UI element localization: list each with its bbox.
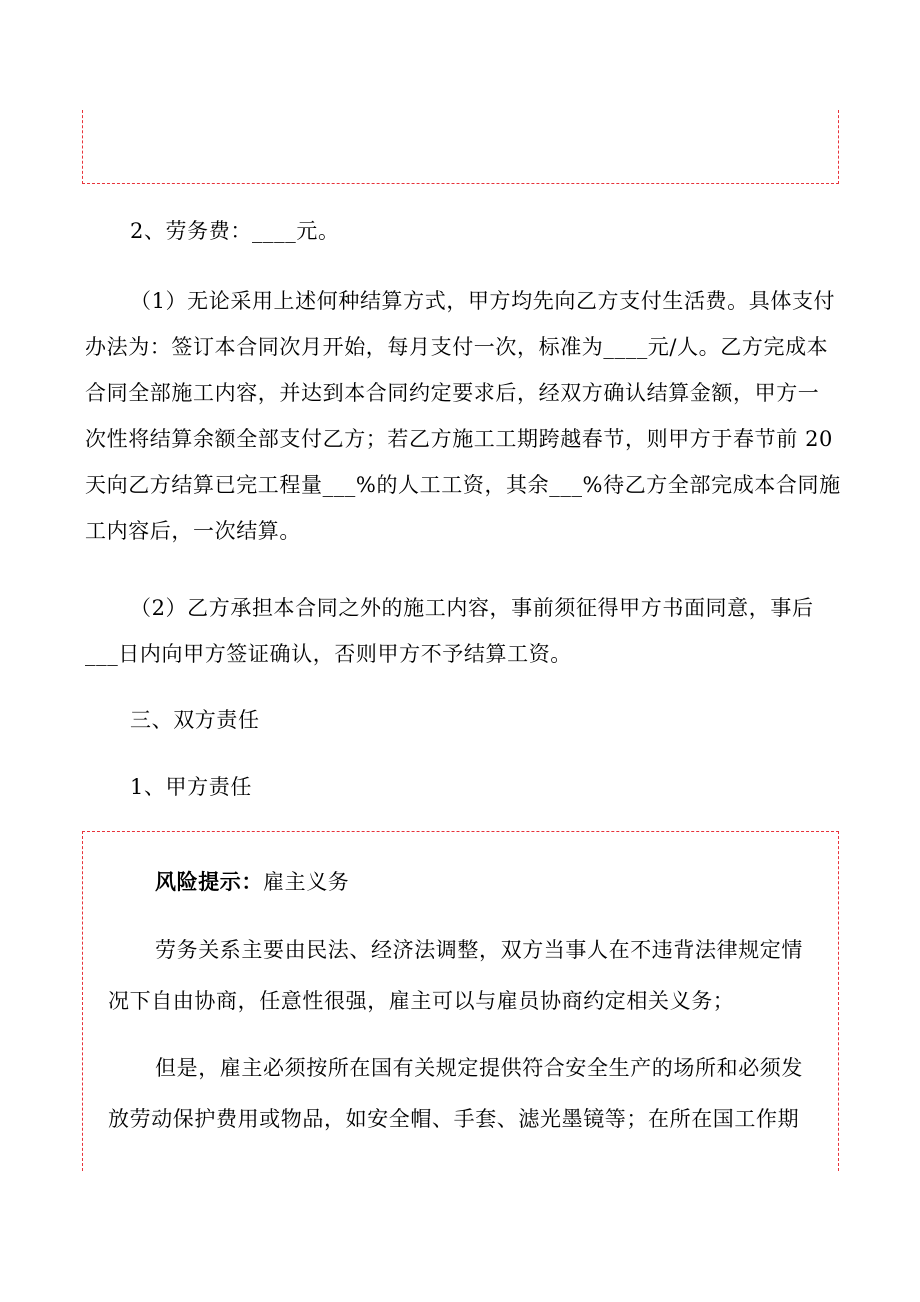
section-3-title: 三、双方责任 [130,708,260,732]
payment-para-1-line-4: 次性将结算余额全部支付乙方；若乙方施工工期跨越春节，则甲方于春节前 20 [85,427,833,451]
risk-para-2-line-2: 放劳动保护费用或物品，如安全帽、手套、滤光墨镜等；在所在国工作期 [108,1107,800,1131]
risk-label: 风险提示： [155,869,263,894]
payment-para-2-line-1: （2）乙方承担本合同之外的施工内容，事前须征得甲方书面同意，事后 [130,596,814,620]
payment-para-1-line-2: 办法为：签订本合同次月开始，每月支付一次，标准为____元/人。乙方完成本 [85,335,829,359]
payment-para-1-line-3: 合同全部施工内容，并达到本合同约定要求后，经双方确认结算金额，甲方一 [85,381,820,405]
risk-box-top-fragment [82,110,839,184]
party-a-duty-title: 1、甲方责任 [130,775,252,799]
risk-topic: 雇主义务 [263,870,350,894]
payment-para-1-line-5: 天向乙方结算已完工程量___%的人工工资，其余___%待乙方全部完成本合同施 [85,473,841,497]
payment-para-2-line-2: ___日内向甲方签证确认，否则甲方不予结算工资。 [85,642,572,666]
risk-para-2-line-1: 但是，雇主必须按所在国有关规定提供符合安全生产的场所和必须发 [155,1056,803,1080]
risk-para-1-line-2: 况下自由协商，任意性很强，雇主可以与雇员协商约定相关义务； [108,989,735,1013]
payment-para-1-line-1: （1）无论采用上述何种结算方式，甲方均先向乙方支付生活费。具体支付 [130,289,836,313]
risk-para-1-line-1: 劳务关系主要由民法、经济法调整，双方当事人在不违背法律规定情 [155,938,803,962]
risk-heading [155,867,349,897]
section-2-title: 2、劳务费：____元。 [130,219,340,243]
payment-para-1-line-6: 工内容后，一次结算。 [85,519,301,543]
